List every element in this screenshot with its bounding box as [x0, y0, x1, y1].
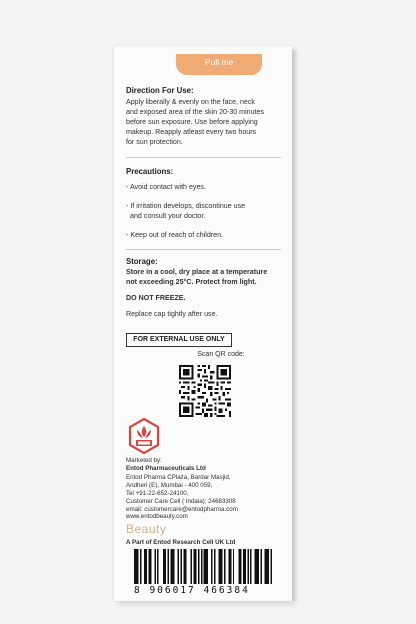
direction-line: makeup. Reapply atleast every two hours [126, 128, 257, 136]
box-side-edge [292, 50, 297, 601]
beauty-brand-logo [126, 522, 166, 536]
beauty-brand-name: Beauty [126, 522, 167, 536]
company-name: Entod Pharmaceuticals Ltd [126, 465, 206, 472]
storage-line: not exceeding 25°C. Protect from light. [126, 278, 257, 286]
email-line: email: customercare@entodpharma.com [126, 506, 238, 513]
address-line: Entod Pharma CPlaza, Bardar Masjid, [126, 474, 231, 481]
direction-line: and exposed area of the skin 20-30 minutes [126, 108, 265, 116]
divider [126, 157, 281, 158]
direction-line: for sun protection. [126, 138, 183, 146]
pull-tab-label: Pull me [204, 57, 234, 67]
external-use-label: FOR EXTERNAL USE ONLY [126, 333, 232, 347]
storage-line: Store in a cool, dry place at a temperature [126, 268, 268, 276]
brand-tagline: A Part of Entod Research Cell UK Ltd [126, 539, 236, 546]
address-line: Andheri (E), Mumbai - 400 059, [126, 482, 213, 489]
website-line: www.entodbeauty.com [126, 513, 188, 520]
precaution-item: - Keep out of reach of children. [126, 231, 224, 239]
phone-line: Tel +91-22-652-24100, [126, 490, 189, 497]
cap-instruction: Replace cap tightly after use. [126, 310, 218, 318]
precautions-heading: Precautions: [126, 167, 174, 176]
barcode [134, 549, 272, 584]
precaution-item: - If irritation develops, discontinue use [126, 202, 246, 210]
precaution-item: and consult your doctor. [130, 212, 206, 220]
marketed-by-label: Marketed by: [126, 457, 162, 464]
storage-heading: Storage: [126, 257, 158, 266]
direction-heading: Direction For Use: [126, 86, 194, 95]
lotus-hexagon-logo [128, 418, 160, 454]
direction-line: Apply liberally & evenly on the face, neck [126, 98, 255, 106]
divider [126, 249, 281, 250]
product-box [114, 46, 292, 601]
freeze-warning: DO NOT FREEZE. [126, 294, 186, 302]
pull-tab[interactable] [176, 54, 262, 75]
qr-label: Scan QR code: [197, 351, 245, 358]
direction-line: before sun exposure. Use before applying [126, 118, 258, 126]
precaution-item: - Avoid contact with eyes. [126, 183, 206, 191]
qr-code[interactable] [179, 365, 231, 417]
customer-care-line: Customer Care Cell ( Indaia); 24683308 [126, 498, 236, 505]
barcode-number: 8 906017 466384 [134, 585, 250, 596]
